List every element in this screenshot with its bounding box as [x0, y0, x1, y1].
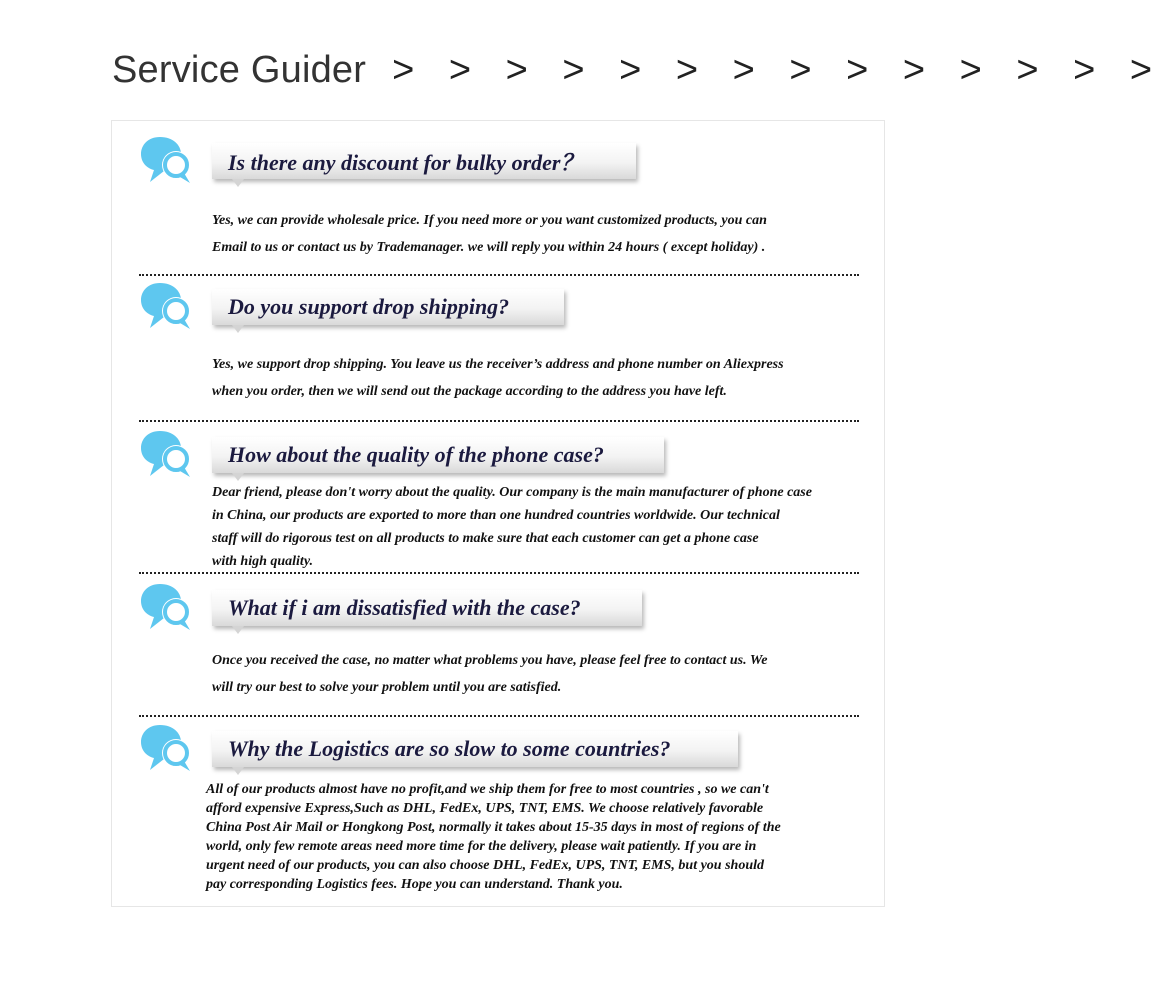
answer-line: staff will do rigorous test on all products to make sure that each customer can get a phone case	[212, 531, 759, 546]
answer-text	[212, 481, 812, 573]
chat-bubbles-icon	[140, 582, 196, 632]
question-text: Do you support drop shipping?	[228, 294, 510, 319]
answer-text	[212, 207, 767, 261]
dotted-divider	[139, 572, 859, 574]
dotted-divider	[139, 274, 859, 276]
question-banner	[212, 289, 564, 325]
chat-bubbles-icon	[140, 135, 196, 185]
dotted-divider	[139, 715, 859, 717]
question-banner	[212, 437, 664, 473]
header	[112, 42, 1164, 98]
dotted-divider	[139, 420, 859, 422]
faq-card	[111, 120, 885, 907]
chat-bubbles-icon	[140, 281, 196, 331]
answer-line: in China, our products are exported to more than one hundred countries worldwide. Our technical	[212, 508, 780, 523]
question-banner	[212, 590, 642, 626]
answer-text	[212, 647, 768, 701]
answer-line: urgent need of our products, you can also choose DHL, FedEx, UPS, TNT, EMS, but you should	[206, 858, 764, 873]
question-text: Why the Logistics are so slow to some countries?	[228, 736, 671, 761]
answer-text	[206, 780, 781, 894]
chat-bubbles-icon	[140, 723, 196, 773]
question-text: How about the quality of the phone case?	[228, 442, 604, 467]
answer-line: Dear friend, please don't worry about the quality. Our company is the main manufacturer of phone case	[212, 485, 812, 500]
question-banner	[212, 143, 636, 179]
answer-line: pay corresponding Logistics fees. Hope you can understand. Thank you.	[206, 877, 623, 892]
question-text: Is there any discount for bulky order？	[228, 149, 583, 175]
answer-line: Email to us or contact us by Trademanager. we will reply you within 24 hours ( except holiday) .	[212, 240, 766, 255]
answer-line: All of our products almost have no profit,and we ship them for free to most countries , so we can't	[206, 782, 769, 797]
answer-line: China Post Air Mail or Hongkong Post, normally it takes about 15-35 days in most of regions of the	[206, 820, 781, 835]
answer-line: afford expensive Express,Such as DHL, FedEx, UPS, TNT, EMS. We choose relatively favorable	[206, 801, 764, 816]
answer-line: will try our best to solve your problem until you are satisfied.	[212, 680, 562, 695]
page-title: Service Guider	[112, 48, 367, 91]
arrow-decoration: > > > > > > > > > > > > > >	[392, 48, 1164, 91]
answer-line: when you order, then we will send out the package according to the address you have left.	[212, 384, 727, 399]
question-banner	[212, 731, 738, 767]
chat-bubbles-icon	[140, 429, 196, 479]
answer-line: Once you received the case, no matter what problems you have, please feel free to contact us. We	[212, 653, 768, 668]
answer-line: Yes, we can provide wholesale price. If you need more or you want customized products, you can	[212, 213, 767, 228]
answer-line: with high quality.	[212, 554, 314, 569]
answer-line: Yes, we support drop shipping. You leave us the receiver’s address and phone number on Aliexpress	[212, 357, 784, 372]
answer-line: world, only few remote areas need more time for the delivery, please wait patiently. If you are in	[206, 839, 757, 854]
answer-text	[212, 351, 784, 405]
question-text: What if i am dissatisfied with the case?	[228, 595, 581, 620]
